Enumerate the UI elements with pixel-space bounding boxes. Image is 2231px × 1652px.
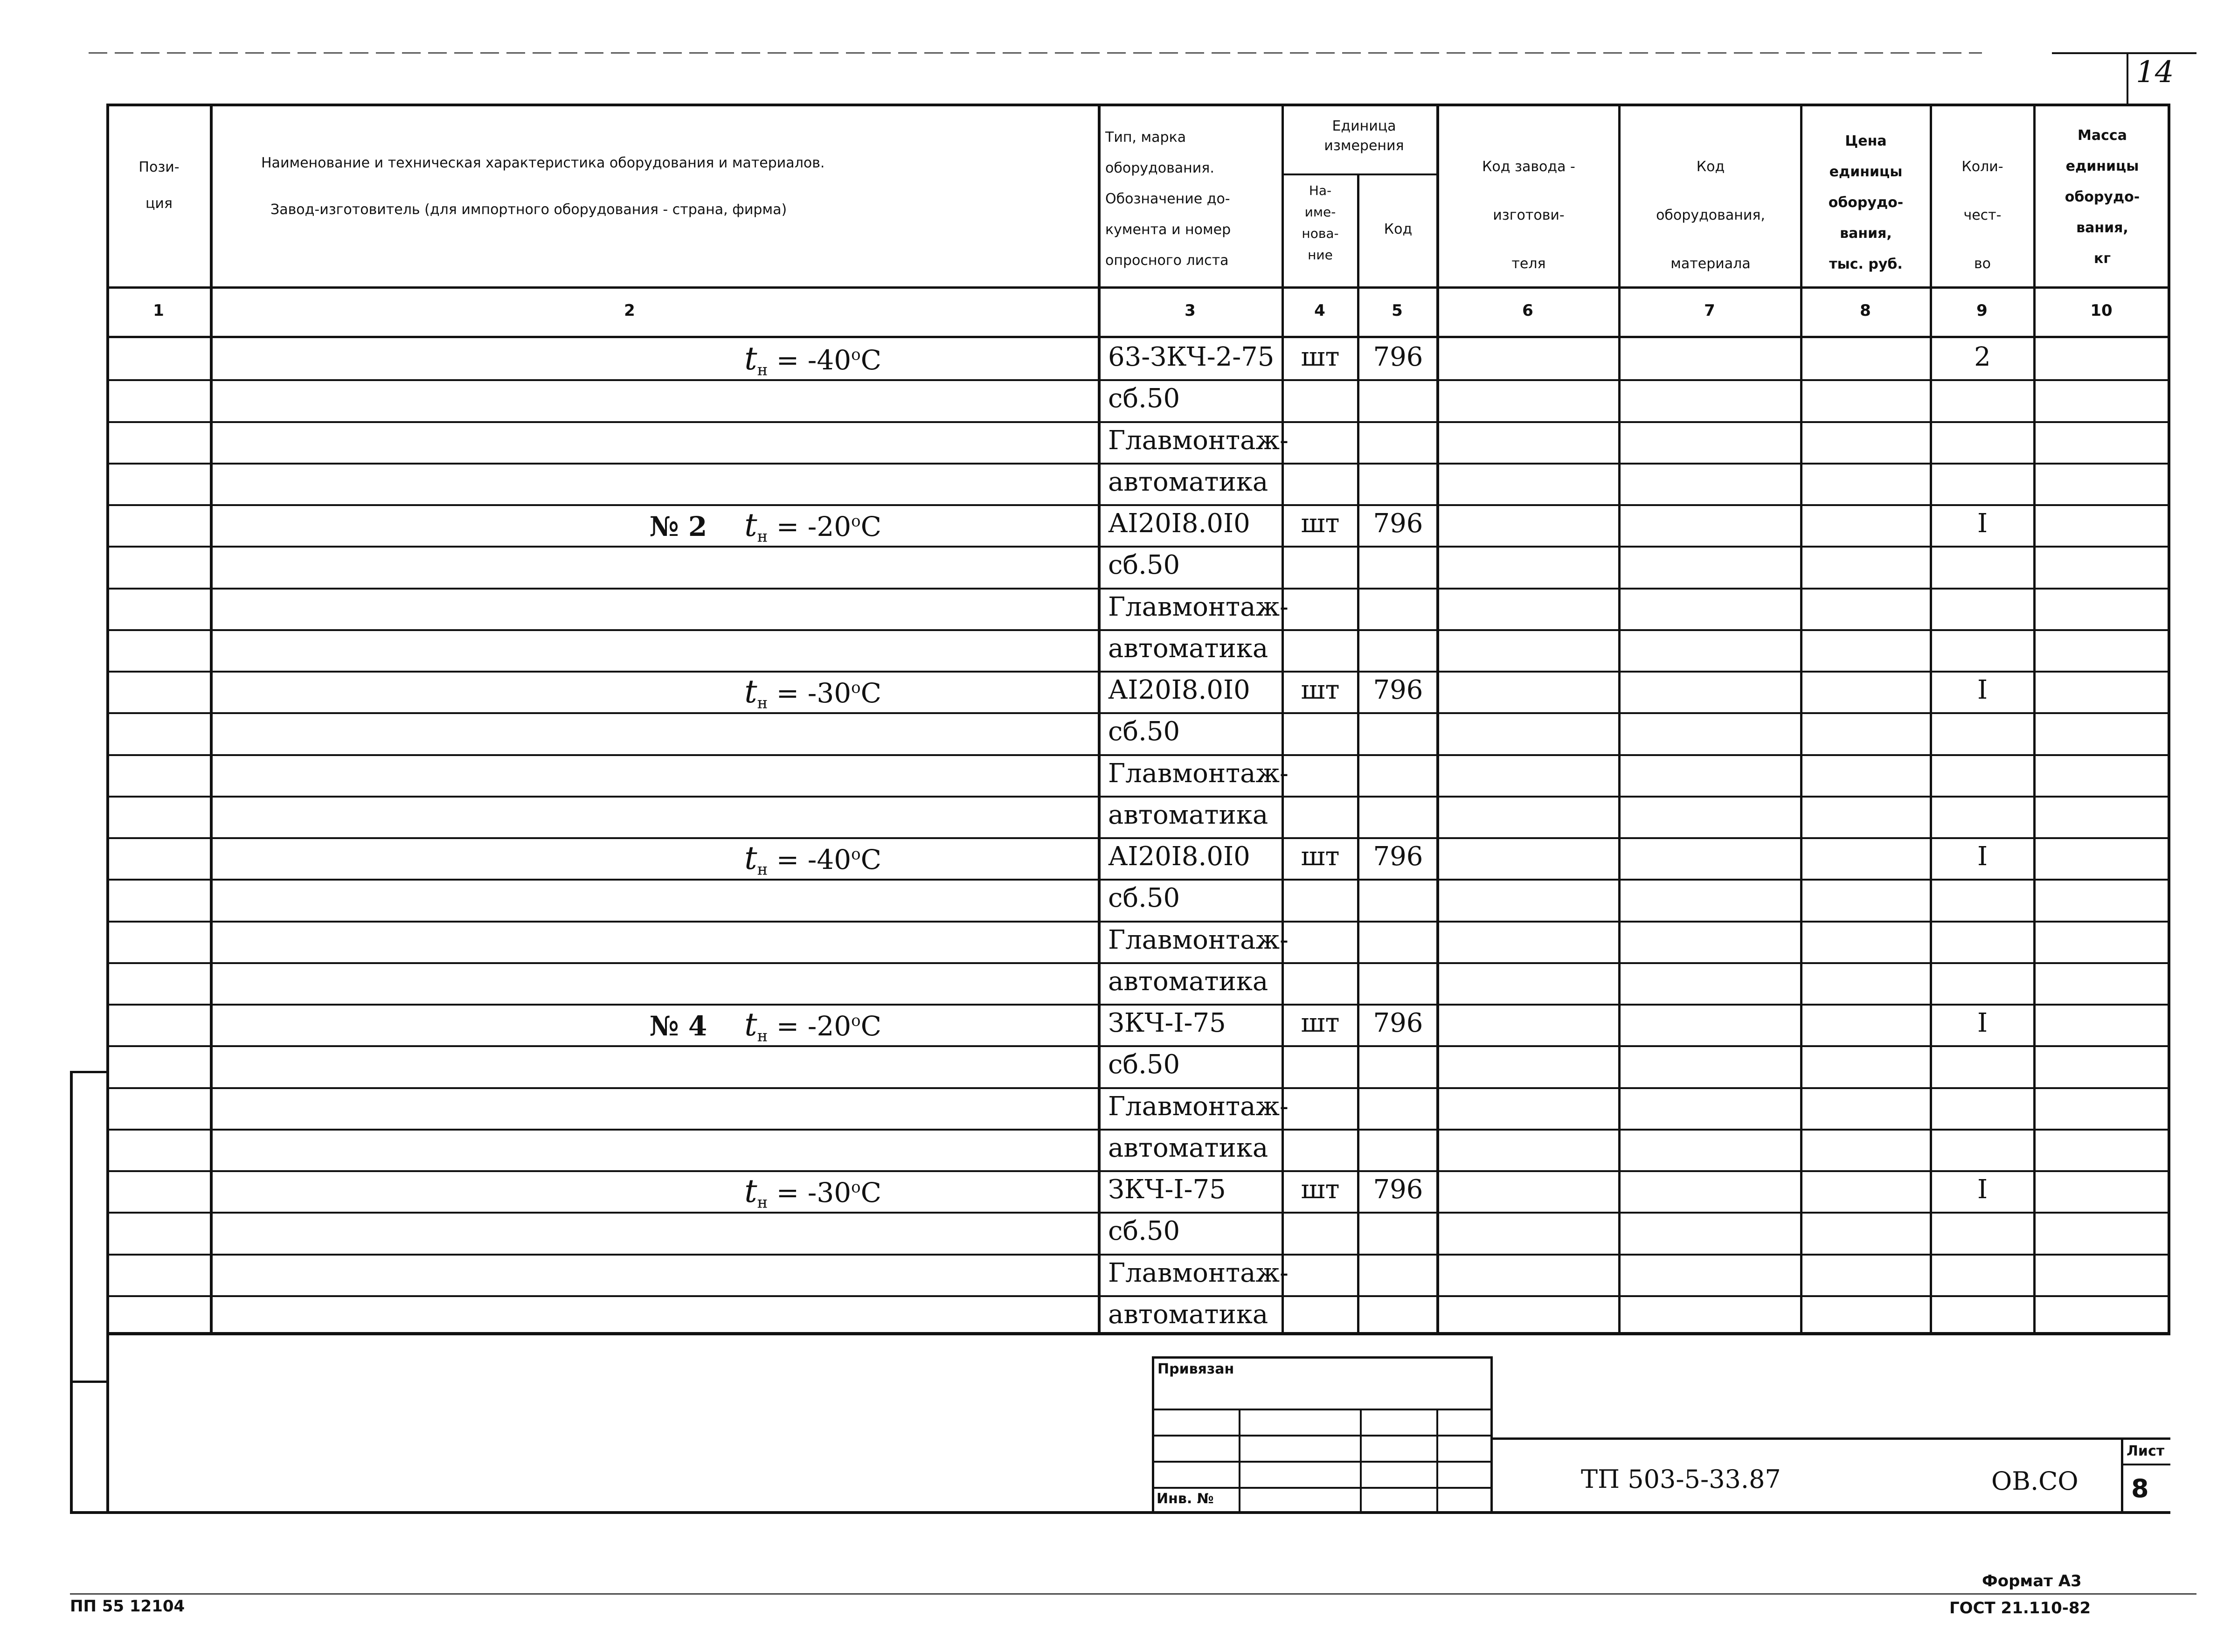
header-line: ние (1308, 247, 1333, 263)
column-number: 4 (1314, 301, 1325, 320)
footer-gost: ГОСТ 21.110-82 (1949, 1599, 2091, 1617)
temperature-label: $t_н = -30^oC$ (744, 673, 881, 713)
header-mass (2037, 120, 2168, 274)
header-line: Обозначение до- (1105, 191, 1230, 207)
header-unit-code: Код (1384, 221, 1413, 237)
temperature-value: -30 (807, 1177, 852, 1208)
temperature-subscript: н (757, 1027, 768, 1046)
equipment-type: автоматика (1108, 800, 1268, 830)
temperature-unit: C (860, 1010, 881, 1042)
equipment-type: автоматика (1108, 966, 1268, 997)
temperature-unit: C (860, 1177, 881, 1208)
quantity: I (1977, 508, 1988, 539)
page-number: 14 (2136, 55, 2174, 90)
equipment-type: Главмонтаж- (1108, 592, 1289, 622)
equipment-type: сб.50 (1108, 883, 1180, 913)
equipment-type: ЗКЧ-I-75 (1108, 1174, 1226, 1205)
equipment-type: автоматика (1108, 633, 1268, 664)
header-line: теля (1511, 256, 1546, 272)
equipment-type: ЗКЧ-I-75 (1108, 1008, 1226, 1038)
equipment-type: сб.50 (1108, 1049, 1180, 1080)
quantity: I (1977, 841, 1988, 872)
column-number: 1 (153, 301, 164, 320)
equipment-type: 63-ЗКЧ-2-75 (1108, 342, 1275, 372)
unit-name: шт (1301, 675, 1340, 705)
equipment-type: Главмонтаж- (1108, 1091, 1289, 1122)
header-line: оборудования, (1656, 207, 1765, 223)
temperature-subscript: н (757, 860, 768, 879)
header-line: кумента и номер (1105, 222, 1231, 238)
unit-name: шт (1301, 508, 1340, 539)
column-number: 6 (1522, 301, 1533, 320)
temperature-value: -40 (807, 344, 852, 376)
header-quantity (1933, 143, 2032, 288)
top-rule (89, 52, 1982, 54)
temperature-value: -20 (807, 1010, 852, 1042)
doc-suffix: ОВ.СО (1991, 1466, 2079, 1496)
temperature-unit: C (860, 511, 881, 542)
temperature-label: № 2 $t_н = -20^oC$ (649, 507, 881, 546)
unit-number: № 4 (649, 1010, 707, 1042)
temperature-symbol: t (744, 840, 757, 877)
temperature-value: -30 (807, 677, 852, 709)
header-line: Масса (2078, 127, 2127, 144)
unit-number: № 2 (649, 511, 707, 542)
temperature-label: № 4 $t_н = -20^oC$ (649, 1006, 881, 1046)
temperature-label: $t_н = -40^oC$ (744, 340, 881, 380)
quantity: I (1977, 1008, 1988, 1038)
temperature-unit: C (860, 844, 881, 875)
header-price (1804, 126, 1928, 280)
header-line: тыс. руб. (1829, 256, 1903, 272)
header-line: нова- (1302, 226, 1339, 241)
header-unit-name (1285, 180, 1355, 266)
header-line: Цена (1845, 133, 1887, 149)
top-rule-right (2052, 52, 2196, 54)
unit-code: 796 (1373, 841, 1423, 872)
header-line: во (1974, 256, 1991, 272)
header-line: име- (1304, 204, 1336, 220)
temperature-subscript: н (757, 527, 768, 546)
column-number: 8 (1860, 301, 1871, 320)
unit-name: шт (1301, 841, 1340, 872)
header-line: Коли- (1961, 159, 2003, 175)
header-line: оборудо- (1828, 194, 1904, 211)
unit-code: 796 (1373, 508, 1423, 539)
unit-code: 796 (1373, 1008, 1423, 1038)
equipment-type: сб.50 (1108, 550, 1180, 580)
equipment-type: АI20I8.0I0 (1108, 675, 1250, 705)
temperature-symbol: t (744, 1173, 757, 1210)
temperature-unit: C (860, 344, 881, 376)
list-label: Лист (2127, 1443, 2165, 1459)
temperature-subscript: н (757, 694, 768, 713)
column-number: 5 (1392, 301, 1403, 320)
quantity: I (1977, 675, 1988, 705)
temperature-label: $t_н = -40^oC$ (744, 840, 881, 879)
header-line: На- (1309, 183, 1332, 198)
header-line: вания, (2076, 220, 2128, 236)
header-line: Тип, марка (1105, 129, 1186, 146)
equipment-type: АI20I8.0I0 (1108, 508, 1250, 539)
temperature-label: $t_н = -30^oC$ (744, 1173, 881, 1212)
header-maker-code (1441, 143, 1616, 288)
header-line: кг (2093, 250, 2111, 267)
temperature-symbol: t (744, 340, 757, 377)
page-number-divider (2127, 52, 2128, 104)
equipment-type: сб.50 (1108, 716, 1180, 747)
equipment-type: автоматика (1108, 467, 1268, 497)
column-number: 2 (624, 301, 635, 320)
header-line: Код (1696, 159, 1725, 175)
unit-code: 796 (1373, 342, 1423, 372)
header-line: единицы (2065, 158, 2139, 174)
unit-name: шт (1301, 1174, 1340, 1205)
column-number: 10 (2090, 301, 2113, 320)
equipment-type: Главмонтаж- (1108, 425, 1289, 456)
temperature-value: -20 (807, 511, 852, 542)
binding-strip (70, 1071, 73, 1514)
temperature-subscript: н (757, 1193, 768, 1212)
header-type (1105, 122, 1278, 276)
equipment-type: автоматика (1108, 1299, 1268, 1330)
stamp-inv-no: Инв. № (1157, 1491, 1214, 1507)
quantity: 2 (1974, 342, 1991, 372)
header-name-line1: Наименование и техническая характеристика оборудования и материалов. (261, 155, 825, 171)
equipment-type: Главмонтаж- (1108, 1258, 1289, 1288)
header-line: изготови- (1493, 207, 1565, 223)
temperature-value: -40 (807, 844, 852, 875)
footer-code: ПП 55 12104 (70, 1597, 185, 1616)
temperature-symbol: t (744, 507, 757, 544)
doc-code: ТП 503-5-33.87 (1581, 1465, 1781, 1494)
temperature-symbol: t (744, 673, 757, 710)
header-unit-group: Единица измерения (1324, 118, 1404, 154)
header-line: материала (1670, 256, 1751, 272)
column-number: 7 (1704, 301, 1715, 320)
header-line: оборудо- (2065, 189, 2140, 205)
column-number: 9 (1976, 301, 1988, 320)
equipment-type: сб.50 (1108, 1216, 1180, 1246)
column-number: 3 (1185, 301, 1196, 320)
header-line: чест- (1963, 207, 2002, 223)
header-position: Пози- ция (139, 159, 180, 212)
header-line: оборудования. (1105, 160, 1214, 176)
header-line: вания, (1840, 225, 1892, 242)
equipment-type: автоматика (1108, 1133, 1268, 1163)
stamp-privyazan: Привязан (1157, 1361, 1234, 1377)
header-line: единицы (1829, 164, 1903, 180)
header-equipment-code (1622, 143, 1799, 288)
quantity: I (1977, 1174, 1988, 1205)
header-line: опросного листа (1105, 252, 1229, 269)
header-line: Код завода - (1482, 159, 1575, 175)
unit-name: шт (1301, 342, 1340, 372)
temperature-unit: C (860, 677, 881, 709)
equipment-type: АI20I8.0I0 (1108, 841, 1250, 872)
header-name-line2: Завод-изготовитель (для импортного оборудования - страна, фирма) (270, 201, 787, 218)
list-number: 8 (2131, 1474, 2149, 1503)
unit-code: 796 (1373, 675, 1423, 705)
equipment-type: Главмонтаж- (1108, 758, 1289, 789)
equipment-type: Главмонтаж- (1108, 925, 1289, 955)
temperature-symbol: t (744, 1006, 757, 1043)
sheet-bottom (70, 1511, 2170, 1514)
unit-code: 796 (1373, 1174, 1423, 1205)
unit-name: шт (1301, 1008, 1340, 1038)
equipment-type: сб.50 (1108, 383, 1180, 414)
temperature-subscript: н (757, 361, 768, 380)
footer-format: Формат А3 (1982, 1572, 2082, 1590)
